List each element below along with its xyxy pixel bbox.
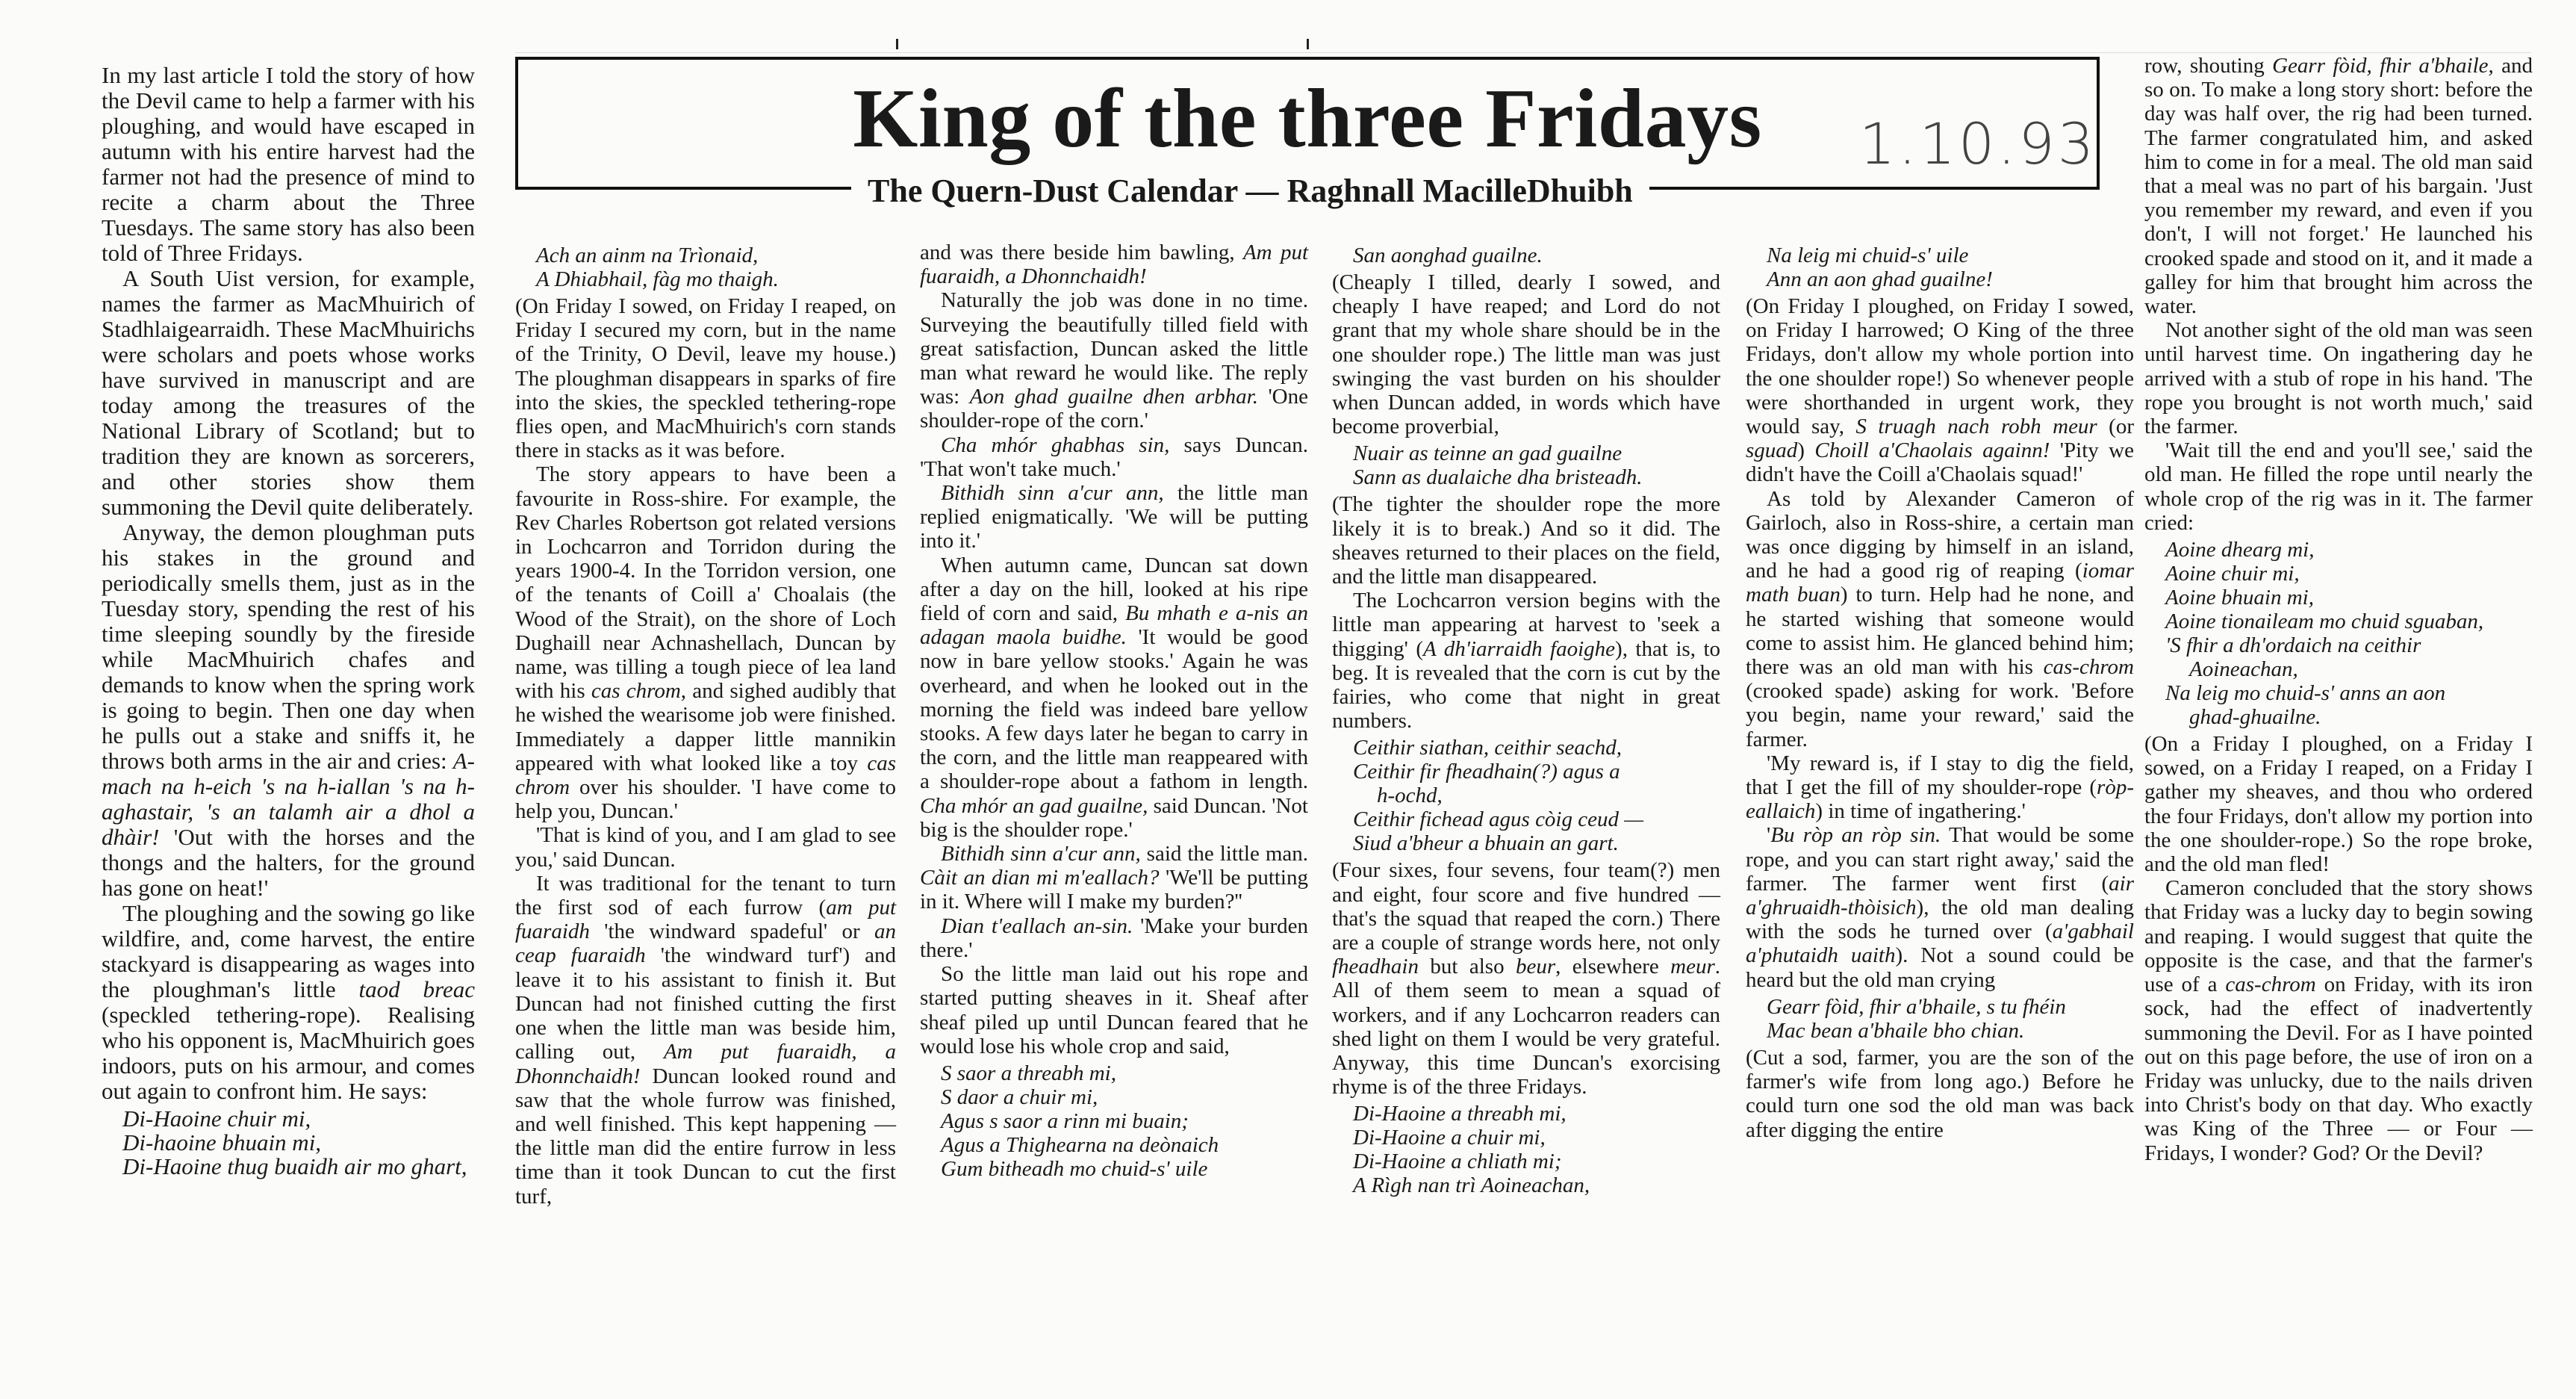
verse: Ceithir siathan, ceithir seachd, Ceithir fir fheadhain(?) agus a h-ochd, Ceithir fichead agus còig ceud — Siud a'bheur a bhuain an gart. — [1353, 736, 1644, 856]
paragraph: (On Friday I sowed, on Friday I reaped, on Friday I secured my corn, but in the name of the Trinity, O Devil, leave my house.) The ploughman disappears in sparks of fire into the skies, the speckled tethering-rope flies open, and MacMhuirich's corn stands there in stacks as it was before. — [515, 294, 896, 463]
paragraph: 'My reward is, if I stay to dig the field, that I get the fill of my shoulder-rope (ròp-eallaich) in time of ingathering.' — [1746, 751, 2134, 824]
article-subtitle: The Quern-Dust Calendar — Raghnall MacilleDhuibh — [851, 170, 1649, 212]
paragraph: In my last article I told the story of how the Devil came to help a farmer with his ploughing, and would have escaped in autumn with his entire harvest had the farmer not had the presence of mind to recite a charm about the Three Tuesdays. The same story has also been told of Three Fridays. — [102, 62, 475, 266]
column-2 — [515, 241, 896, 1209]
paragraph: Anyway, the demon ploughman puts his stakes in the ground and periodically smells them, just as in the Tuesday story, spending the rest of his time sleeping soundly by the fireside while MacMhuirich chafes and demands to know when the spring work is going to begin. Then one day when he pulls out a stake and sniffs it, he throws both arms in the air and cries: A-mach na h-eich 's na h-iallan 's na h-aghastair, 's an talamh air a dhol a dhàir! 'Out with the horses and the thongs and the halters, for the ground has gone on heat!' — [102, 519, 475, 901]
paragraph: Cameron concluded that the story shows that Friday was a lucky day to begin sowing and reaping. I would suggest that quite the opposite is the case, and that the farmer's use of a cas-chrom on Friday, with its iron sock, had the effect of inadvertently summoning the Devil. For as I have pointed out on this page before, the use of iron on a Friday was unlucky, due to the nails driven into Christ's body on that day. Who exactly was King of the Three — or Four — Fridays, I wonder? God? Or the Devil? — [2144, 876, 2533, 1165]
paragraph: When autumn came, Duncan sat down after a day on the hill, looked at his ripe field of corn and said, Bu mhath e a-nis an adagan maola buidhe. 'It would be good now in bare yellow stooks.' Again he was overheard, and when he looked out in the morning the field was indeed bare yellow stooks. A few days later he began to carry in the corn, and the little man reappeared with a shoulder-rope about a fathom in length. Cha mhór an gad guailne, said Duncan. 'Not big is the shoulder rope.' — [920, 553, 1309, 842]
paragraph: As told by Alexander Cameron of Gairloch, also in Ross-shire, a certain man was once digging by himself in an island, and he had a good rig of reaping (iomar math buan) to turn. Help had he none, and he started wishing that someone would come to assist him. He glanced behind him; there was an old man with his cas-chrom (crooked spade) asking for work. 'Before you begin, name your reward,' said the farmer. — [1746, 486, 2134, 751]
paragraph: Not another sight of the old man was seen until harvest time. On ingathering day he arrived with a stub of rope in his hand. 'The rope you brought is not worth much,' said the farmer. — [2144, 318, 2533, 439]
paragraph: (On Friday I ploughed, on Friday I sowed, on Friday I harrowed; O King of the three Fridays, don't allow my whole portion into the one shoulder rope!) So whenever people were shorthanded in urgent work, they would say, S truagh nach robh meur (or sguad) Choill a'Chaolais againn! 'Pity we didn't have the Coill a'Chaolais squad!' — [1746, 294, 2134, 487]
verse: Gearr fòid, fhir a'bhaile, s tu fhéin Mac bean a'bhaile bho chian. — [1767, 994, 2066, 1043]
column-1 — [102, 63, 475, 1182]
fold-mark — [896, 39, 898, 49]
paragraph: (Cheaply I tilled, dearly I sowed, and cheaply I have reaped; and Lord do not grant that my whole share should be in the one shoulder rope.) The little man was just swinging the vast burden on his shoulder when Duncan added, in words which have become proverbial, — [1332, 270, 1720, 439]
fold-mark — [1307, 39, 1309, 49]
paragraph: Bithidh sinn a'cur ann, the little man replied enigmatically. 'We will be putting into it.' — [920, 481, 1309, 553]
paragraph: Naturally the job was done in no time. Surveying the beautifully tilled field with great satisfaction, Duncan asked the little man what reward he would like. The reply was: Aon ghad guailne dhen arbhar. 'One shoulder-rope of the corn.' — [920, 288, 1308, 433]
paragraph: The ploughing and the sowing go like wildfire, and, come harvest, the entire stackyard is disappearing as wages into the ploughman's little taod breac (speckled tethering-rope). Realising who his opponent is, MacMhuirich goes indoors, puts on his armour, and comes out again to confront him. He says: — [102, 900, 475, 1104]
paragraph: (Cut a sod, farmer, you are the son of the farmer's wife from long ago.) Before he could turn one sod the old man was back after digging the entire — [1746, 1045, 2134, 1142]
paragraph: 'That is kind of you, and I am glad to see you,' said Duncan. — [515, 823, 896, 872]
paragraph: The story appears to have been a favourite in Ross-shire. For example, the Rev Charles Robertson got related versions in Lochcarron and Torridon during the years 1900-4. In the Torridon version, one of the tenants of Coill a' Choalais (the Wood of the Strait), on the shore of Loch Dughaill near Achnashellach, Duncan by name, was tilling a tough piece of lea land with his cas chrom, and sighed audibly that he wished the wearisome job were finished. Immediately a dapper little mannikin appeared with what looked like a toy cas chrom over his shoulder. 'I have come to help you, Duncan.' — [515, 462, 896, 824]
paragraph: So the little man laid out his rope and started putting sheaves in it. Sheaf after sheaf piled up until Duncan feared that he would lose his whole crop and said, — [920, 962, 1308, 1058]
paragraph: and was there beside him bawling, Am put fuaraidh, a Dhonnchaidh! — [920, 241, 1309, 289]
paragraph: row, shouting Gearr fòid, fhir a'bhaile, and so on. To make a long story short: before the day was half over, the rig had been turned. The farmer congratulated him, and asked him to come in for a meal. The old man said that a meal was no part of his bargain. 'Just you remember my reward, and even if you don't, I will not forget.' He launched his crooked spade and stood on it, and it made a galley for him that brought him across the water. — [2144, 54, 2533, 319]
verse: San aonghad guailne. — [1353, 243, 1543, 267]
verse: Aoine dhearg mi, Aoine chuir mi, Aoine bhuain mi, Aoine tionaileam mo chuid sguaban, 'S fhir a dh'ordaich na ceithir Aoineachan, Na leig mo chuid-s' anns an aon ghad-ghuailne. — [2165, 538, 2484, 730]
paragraph: 'Wait till the end and you'll see,' said the old man. He filled the rope until nearly the whole crop of the rig was in it. The farmer cried: — [2144, 438, 2533, 535]
paragraph: Cha mhór ghabhas sin, says Duncan. 'That won't take much.' — [920, 432, 1308, 481]
paragraph: (The tighter the shoulder rope the more likely it is to break.) And so it did. The sheaves returned to their places on the field, and the little man disappeared. — [1332, 492, 1720, 589]
top-rule — [515, 52, 2531, 53]
verse: Ach an ainm na Trìonaid, A Dhiabhail, fàg mo thaigh. — [536, 243, 779, 291]
verse: Na leig mi chuid-s' uile Ann an aon ghad guailne! — [1767, 243, 1993, 291]
paragraph: A South Uist version, for example, names the farmer as MacMhuirich of Stadhlaigearraidh. These MacMhuirichs were scholars and poets whose works have survived in manuscript and are today among the treasures of the National Library of Scotland; but to tradition they are known as sorcerers, and other stories show them summoning the Devil quite deliberately. — [102, 265, 475, 520]
verse: Di-Haoine a threabh mi, Di-Haoine a chuir mi, Di-Haoine a chliath mi; A Rìgh nan trì Aoineachan, — [1353, 1102, 1590, 1198]
verse: S saor a threabh mi, S daor a chuir mi, Agus s saor a rinn mi buain; Agus a Thighearna na deònaich Gum bitheadh mo chuid-s' uile — [941, 1061, 1219, 1181]
column-3 — [920, 241, 1308, 1184]
verse: Di-Haoine chuir mi, Di-haoine bhuain mi, Di-Haoine thug buaidh air mo ghart, — [122, 1105, 467, 1179]
paragraph: (Four sixes, four sevens, four team(?) men and eight, four score and five hundred — that's the squad that reaped the corn.) There are a couple of strange words here, not only fheadhain but also beur, elsewhere meur. All of them seem to mean a squad of workers, and if any Lochcarron readers can shed light on them I would be very grateful. Anyway, this time Duncan's exorcising rhyme is of the three Fridays. — [1332, 858, 1720, 1099]
column-6 — [2144, 54, 2533, 1165]
column-5 — [1746, 241, 2134, 1142]
article-title: King of the three Fridays — [853, 72, 1762, 165]
paragraph: (On a Friday I ploughed, on a Friday I sowed, on a Friday I reaped, on a Friday I gather my sheaves, and thou who ordered the four Fridays, don't allow my portion into the one shoulder-rope.) So the rope broke, and the old man fled! — [2144, 732, 2533, 877]
paragraph: It was traditional for the tenant to turn the first sod of each furrow (am put fuaraidh 'the windward spadeful' or an ceap fuaraidh 'the windward turf') and leave it to his assistant to finish it. But Duncan had not finished cutting the first one when the little man was beside him, calling out, Am put fuaraidh, a Dhonnchaidh! Duncan looked round and saw that the whole furrow was finished, and well finished. This kept happening — the little man did the entire furrow in less time than it took Duncan to cut the first turf, — [515, 871, 897, 1209]
paragraph: The Lochcarron version begins with the little man appearing at harvest to 'seek a thigging' (A dh'iarraidh faoighe), that is, to beg. It is revealed that the corn is cut by the fairies, who come that night in great numbers. — [1332, 589, 1720, 733]
paragraph: Dian t'eallach an-sin. 'Make your burden there.' — [920, 913, 1308, 962]
paragraph: Bithidh sinn a'cur ann, said the little man. Càit an dian mi m'eallach? 'We'll be putting in it. Where will I make my burden?'' — [920, 842, 1308, 914]
column-4 — [1332, 241, 1720, 1200]
paragraph: 'Bu ròp an ròp sin. That would be some rope, and you can start right away,' said the farmer. The farmer went first (air a'ghruaidh-thòisich), the old man dealing with the sods he turned over (a'gabhail a'phutaidh uaith). Not a sound could be heard but the old man crying — [1746, 823, 2134, 992]
verse: Nuair as teinne an gad guailne Sann as dualaiche dha bristeadh. — [1353, 441, 1643, 490]
handwritten-date: 1.10.93 — [1859, 111, 2097, 177]
